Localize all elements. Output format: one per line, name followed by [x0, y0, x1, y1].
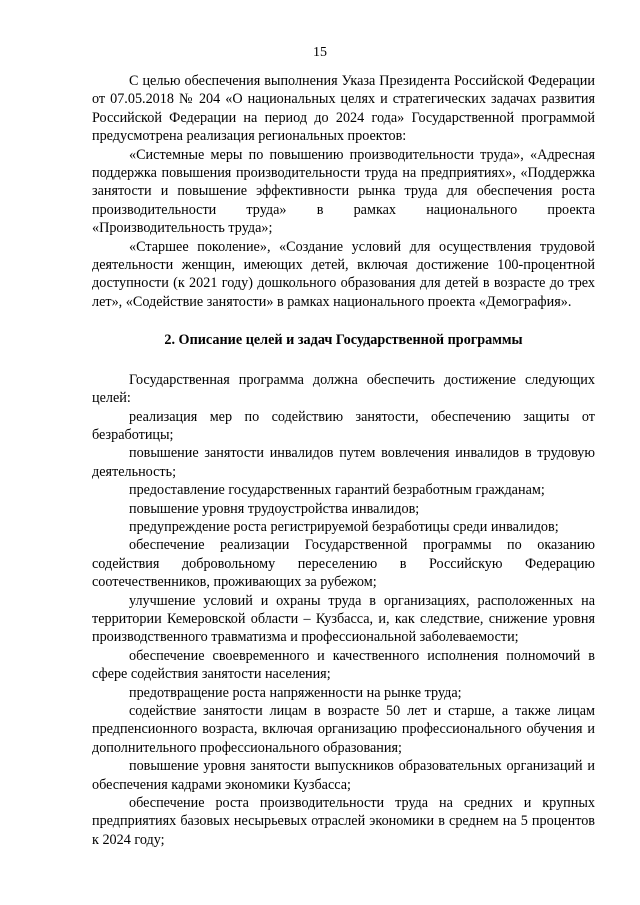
intro-paragraph: С целью обеспечения выполнения Указа Президента Российской Федерации от 07.05.2018 № 204 «О национальных целях и стратегических задачах развития Российской Федерации на период до 2024 года» Государственной программой предусмотрена реализация региональных проектов: [92, 73, 595, 145]
goal-item: предоставление государственных гарантий безработным гражданам; [129, 482, 545, 499]
goals-intro-paragraph: Государственная программа должна обеспечить достижение следующих целей: [92, 371, 595, 407]
document-body [92, 72, 595, 849]
intro-paragraph: «Системные меры по повышению производительности труда», «Адресная поддержка повышения производительности труда на предприятиях», «Поддержка занятости и повышение эффективности рынка труда для обеспечения роста производительности труда» в рамках национального проекта «Производительность труда»; [92, 146, 595, 237]
goal-item: обеспечение своевременного и качественного исполнения полномочий в сфере содействия занятости населения; [92, 647, 595, 683]
goal-item: предупреждение роста регистрируемой безработицы среди инвалидов; [129, 518, 559, 535]
intro-paragraph: «Старшее поколение», «Создание условий для осуществления трудовой деятельности женщин, имеющих детей, включая достижение 100-процентной доступности (к 2021 году) дошкольного образования для детей в возрасте до трех лет», «Содействие занятости» в рамках национального проекта «Демография». [92, 238, 595, 310]
page-number: 15 [313, 45, 327, 60]
goal-item: повышение уровня трудоустройства инвалидов; [129, 500, 420, 517]
goal-item: содействие занятости лицам в возрасте 50 лет и старше, а также лицам предпенсионного возраста, включая организацию профессионального обучения и дополнительного профессионального образования; [92, 703, 595, 756]
goal-item: улучшение условий и охраны труда в организациях, расположенных на территории Кемеровской области – Кузбасса, и, как следствие, снижение уровня производственного травматизма и профессиональной заболеваемости; [92, 592, 595, 646]
goal-item: предотвращение роста напряженности на рынке труда; [129, 684, 462, 701]
goal-item: реализация мер по содействию занятости, обеспечению защиты от безработицы; [92, 408, 595, 443]
section-heading: 2. Описание целей и задач Государственной программы [164, 332, 523, 349]
goal-item: обеспечение роста производительности труда на средних и крупных предприятиях базовых несырьевых отраслей экономики в среднем на 5 процентов к 2024 году; [92, 795, 595, 848]
goal-item: повышение уровня занятости выпускников образовательных организаций и обеспечения кадрами экономики Кузбасса; [92, 758, 595, 793]
goal-item: обеспечение реализации Государственной программы по оказанию содействия добровольному переселению в Российскую Федерацию соотечественников, проживающих за рубежом; [92, 537, 595, 591]
goal-item: повышение занятости инвалидов путем вовлечения инвалидов в трудовую деятельность; [92, 445, 595, 480]
